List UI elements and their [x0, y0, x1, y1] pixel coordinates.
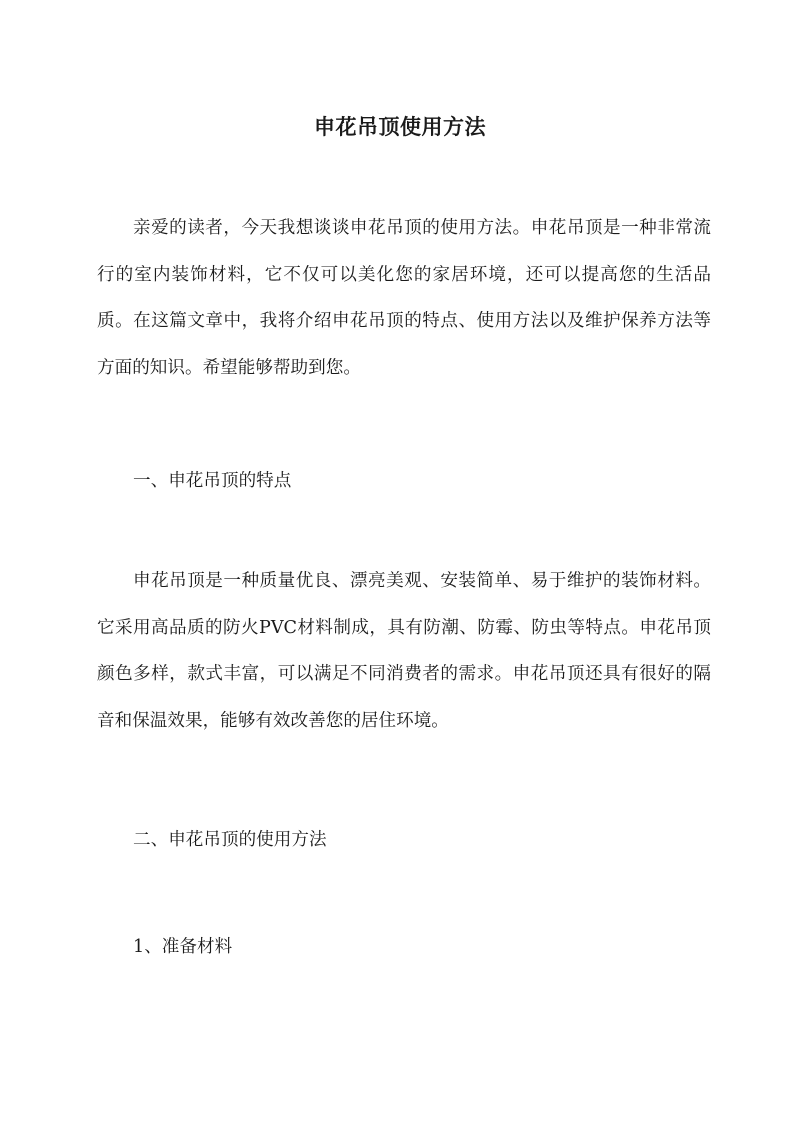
document-title: 申花吊顶使用方法: [314, 114, 486, 140]
features-paragraph: 申花吊顶是一种质量优良、漂亮美观、安装简单、易于维护的装饰材料。它采用高品质的防火PVC材料制成，具有防潮、防霉、防虫等特点。申花吊顶颜色多样，款式丰富，可以满足不同消费者的需求。申花吊顶还具有很好的隔音和保温效果，能够有效改善您的居住环境。: [97, 571, 711, 731]
section-heading-features: 一、申花吊顶的特点: [133, 471, 292, 491]
subsection-heading-materials: 1、准备材料: [133, 937, 233, 957]
section-heading-usage: 二、申花吊顶的使用方法: [133, 830, 327, 850]
intro-paragraph: 亲爱的读者，今天我想谈谈申花吊顶的使用方法。申花吊顶是一种非常流行的室内装饰材料，它不仅可以美化您的家居环境，还可以提高您的生活品质。在这篇文章中，我将介绍申花吊顶的特点、使用方法以及维护保养方法等方面的知识。希望能够帮助到您。: [97, 218, 711, 378]
